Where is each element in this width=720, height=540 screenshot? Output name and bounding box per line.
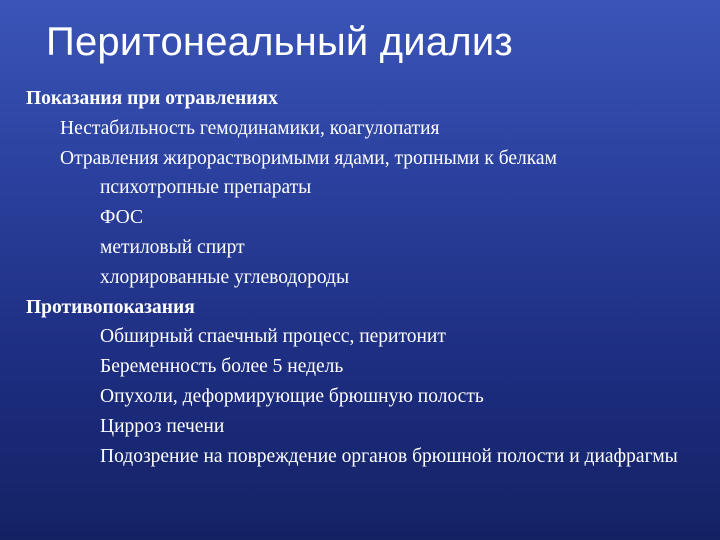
contraindication-item: Опухоли, деформирующие брюшную полость: [100, 385, 484, 407]
indication-subitem: хлорированные углеводороды: [100, 266, 350, 288]
contraindication-item: Беременность более 5 недель: [100, 356, 344, 378]
contraindication-item: Обширный спаечный процесс, перитонит: [100, 326, 446, 348]
contraindications-heading: Противопоказания: [26, 296, 195, 318]
indication-subitem: ФОС: [100, 207, 143, 229]
contraindication-item: Подозрение на повреждение органов брюшной полости и диафрагмы: [100, 445, 678, 467]
slide-title: Перитонеальный диализ: [46, 20, 513, 64]
indication-subitem: психотропные препараты: [100, 177, 312, 199]
indication-subitem: метиловый спирт: [100, 236, 245, 258]
indication-item: Нестабильность гемодинамики, коагулопатия: [60, 117, 440, 139]
slide-content: [26, 84, 706, 471]
indications-heading: Показания при отравлениях: [26, 88, 278, 109]
contraindication-item: Цирроз печени: [100, 415, 225, 437]
indication-item: Отравления жирорастворимыми ядами, тропными к белкам: [60, 147, 557, 169]
